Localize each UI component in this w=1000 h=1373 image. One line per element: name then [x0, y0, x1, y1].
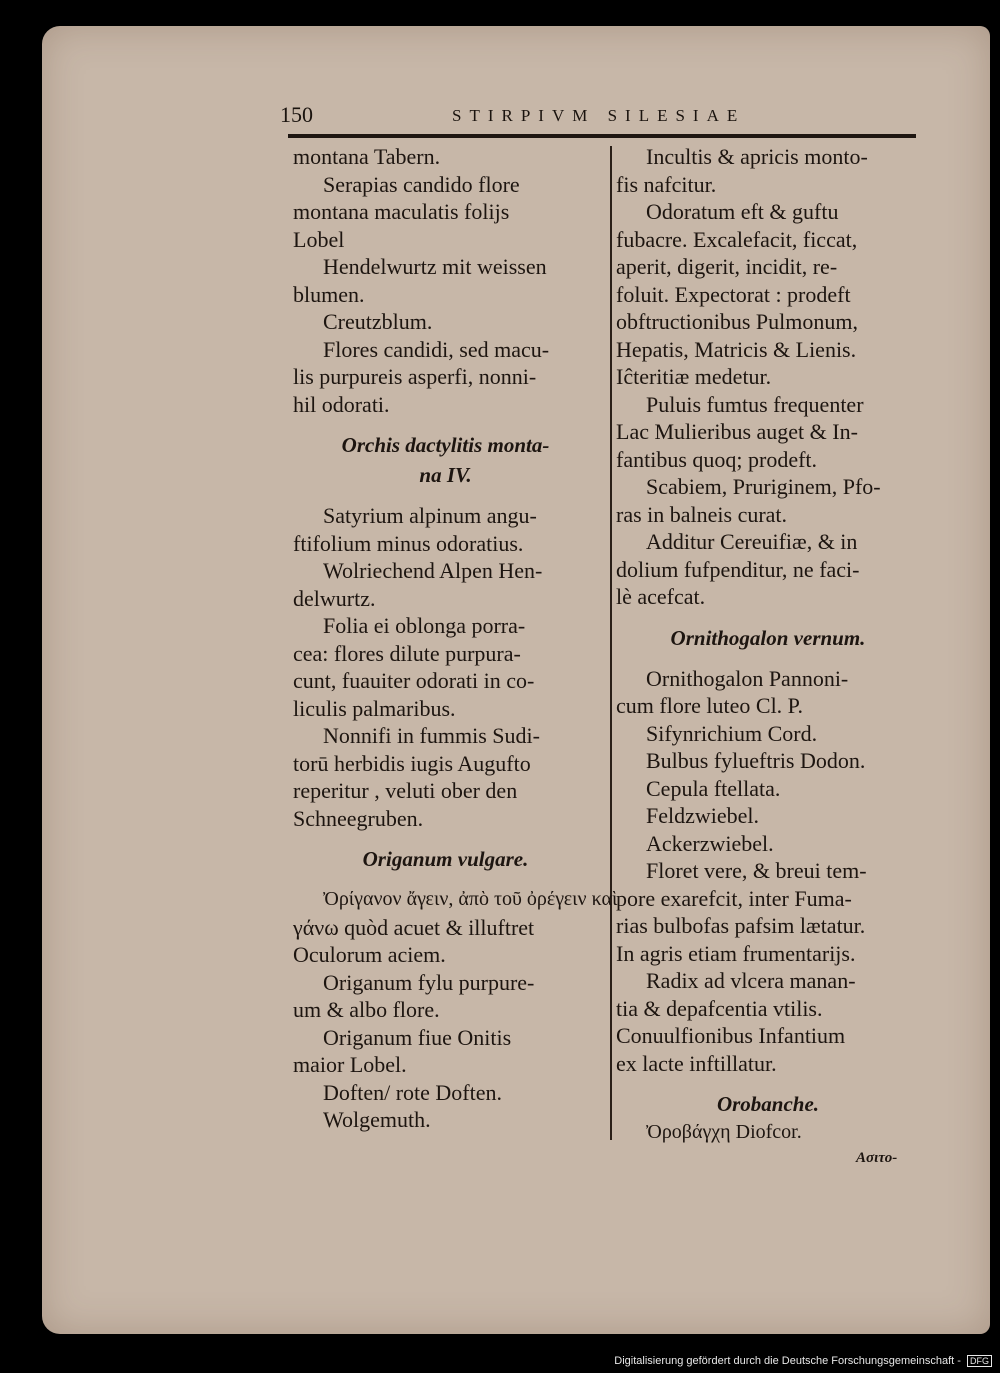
text-line: pore exarefcit, inter Fuma- [616, 885, 852, 911]
text-line: Lobel [293, 226, 345, 252]
text-line: Scabiem, Pruriginem, Pfo- [646, 474, 881, 499]
text-line: cunt, fuauiter odorati in co- [293, 668, 535, 693]
text-line: Odoratum eft & guftu [646, 199, 839, 224]
text-line: maior Lobel. [293, 1052, 407, 1077]
text-line: fis nafcitur. [616, 171, 717, 197]
text-line: dolium fufpenditur, ne faci- [616, 556, 860, 582]
text-line: Satyrium alpinum angu- [323, 503, 537, 528]
text-line: Hendelwurtz mit weissen [323, 254, 547, 279]
text-line: γάνω quòd acuet & illuftret [293, 914, 535, 940]
text-line: Ackerzwiebel. [646, 830, 774, 856]
section-heading: na IV. [419, 463, 472, 487]
text-line: Radix ad vlcera manan- [646, 968, 856, 993]
text-line: tia & depafcentia vtilis. [616, 995, 823, 1021]
text-line: Flores candidi, sed macu- [323, 336, 550, 362]
text-line: Iĉteritiæ medetur. [616, 364, 772, 389]
text-line: Schneegruben. [293, 805, 424, 831]
text-line: reperitur , veluti ober den [293, 778, 518, 803]
text-line: Wolriechend Alpen Hen- [323, 558, 543, 583]
text-line: fantibus quoq; prodeft. [616, 446, 818, 472]
text-line: cum flore luteo Cl. P. [616, 693, 803, 718]
text-line: Oculorum aciem. [293, 942, 446, 967]
text-line: Wolgemuth. [323, 1107, 431, 1132]
text-line: Serapias candido flore [323, 171, 520, 197]
text-line: obftructionibus Pulmonum, [616, 309, 858, 334]
text-line: fubacre. Excalefacit, ficcat, [616, 226, 858, 252]
header-rule [288, 134, 916, 138]
spacer [293, 832, 598, 844]
text-line: montana Tabern. [293, 144, 441, 169]
section-heading: Orchis dactylitis monta- [341, 433, 550, 457]
text-line: Additur Cereuifiæ, & in [646, 529, 858, 554]
text-line: ex lacte inftillatur. [616, 1050, 777, 1076]
dfg-logo: DFG [967, 1355, 992, 1367]
text-line: delwurtz. [293, 585, 376, 611]
text-line: aperit, digerit, incidit, re- [616, 254, 838, 279]
footer-text: Digitalisierung gefördert durch die Deutsche Forschungsgemeinschaft - [614, 1355, 961, 1367]
text-line: Lac Mulieribus auget & In- [616, 419, 858, 444]
page-header [280, 100, 920, 134]
text-line: Origanum fiue Onitis [323, 1024, 512, 1050]
text-line: ras in balneis curat. [616, 501, 788, 527]
left-column [293, 143, 618, 1134]
text-line: cea: flores dilute purpura- [293, 640, 521, 666]
text-line: Hepatis, Matricis & Lienis. [616, 336, 857, 362]
spacer [293, 418, 598, 430]
column-divider [610, 146, 612, 1140]
text-line: In agris etiam frumentarijs. [616, 940, 856, 966]
section-heading: Ornithogalon vernum. [670, 625, 866, 650]
text-line: Cepula ftellata. [646, 775, 781, 801]
text-line: rias bulbofas pafsim lætatur. [616, 913, 866, 938]
spacer [616, 1077, 920, 1089]
spacer [616, 653, 920, 665]
text-line: Origanum fylu purpure- [323, 969, 535, 995]
text-line: montana maculatis folijs [293, 199, 510, 224]
text-line: Doften/ rote Doften. [323, 1079, 502, 1105]
text-line: liculis palmaribus. [293, 695, 456, 721]
spacer [616, 611, 920, 623]
text-line: Ὀροβάγχη Diofcor. [646, 1121, 802, 1143]
text-line: Incultis & apricis monto- [646, 144, 868, 169]
text-line: foluit. Expectorat : prodeft [616, 281, 851, 307]
running-title: STIRPIVM SILESIAE [452, 106, 746, 125]
section-heading: Origanum vulgare. [362, 847, 529, 871]
text-line: hil odorati. [293, 391, 390, 417]
text-line: Puluis fumtus frequenter [646, 391, 864, 417]
digitization-footer [0, 1355, 992, 1367]
page-number: 150 [280, 102, 313, 127]
text-line: Conuulfionibus Infantium [616, 1023, 846, 1048]
text-line: lis purpureis asperfi, nonni- [293, 364, 537, 389]
text-line: Folia ei oblonga porra- [323, 613, 526, 638]
right-column [616, 143, 920, 1147]
section-heading: Orobanche. [716, 1092, 820, 1116]
spacer [293, 874, 598, 886]
catchword: Ασιτο- [856, 1150, 898, 1166]
text-line: Sifynrichium Cord. [646, 720, 818, 746]
text-line: torū herbidis iugis Augufto [293, 750, 531, 776]
text-line: Bulbus fylueftris Dodon. [646, 748, 866, 773]
text-line: Nonnifi in fummis Sudi- [323, 723, 540, 748]
text-line: ftifolium minus odoratius. [293, 530, 524, 556]
text-line: Ὀρίγανον ἄγειν, ἀπὸ τοῦ ὀρέγειν καὶ [323, 888, 618, 910]
text-line: Ornithogalon Pannoni- [646, 665, 849, 691]
text-line: um & albo flore. [293, 997, 440, 1022]
text-line: Floret vere, & breui tem- [646, 858, 867, 883]
text-line: Creutzblum. [323, 309, 433, 334]
text-line: Feldzwiebel. [646, 803, 760, 828]
text-line: lè acefcat. [616, 584, 706, 609]
text-line: blumen. [293, 281, 365, 307]
spacer [293, 490, 598, 502]
